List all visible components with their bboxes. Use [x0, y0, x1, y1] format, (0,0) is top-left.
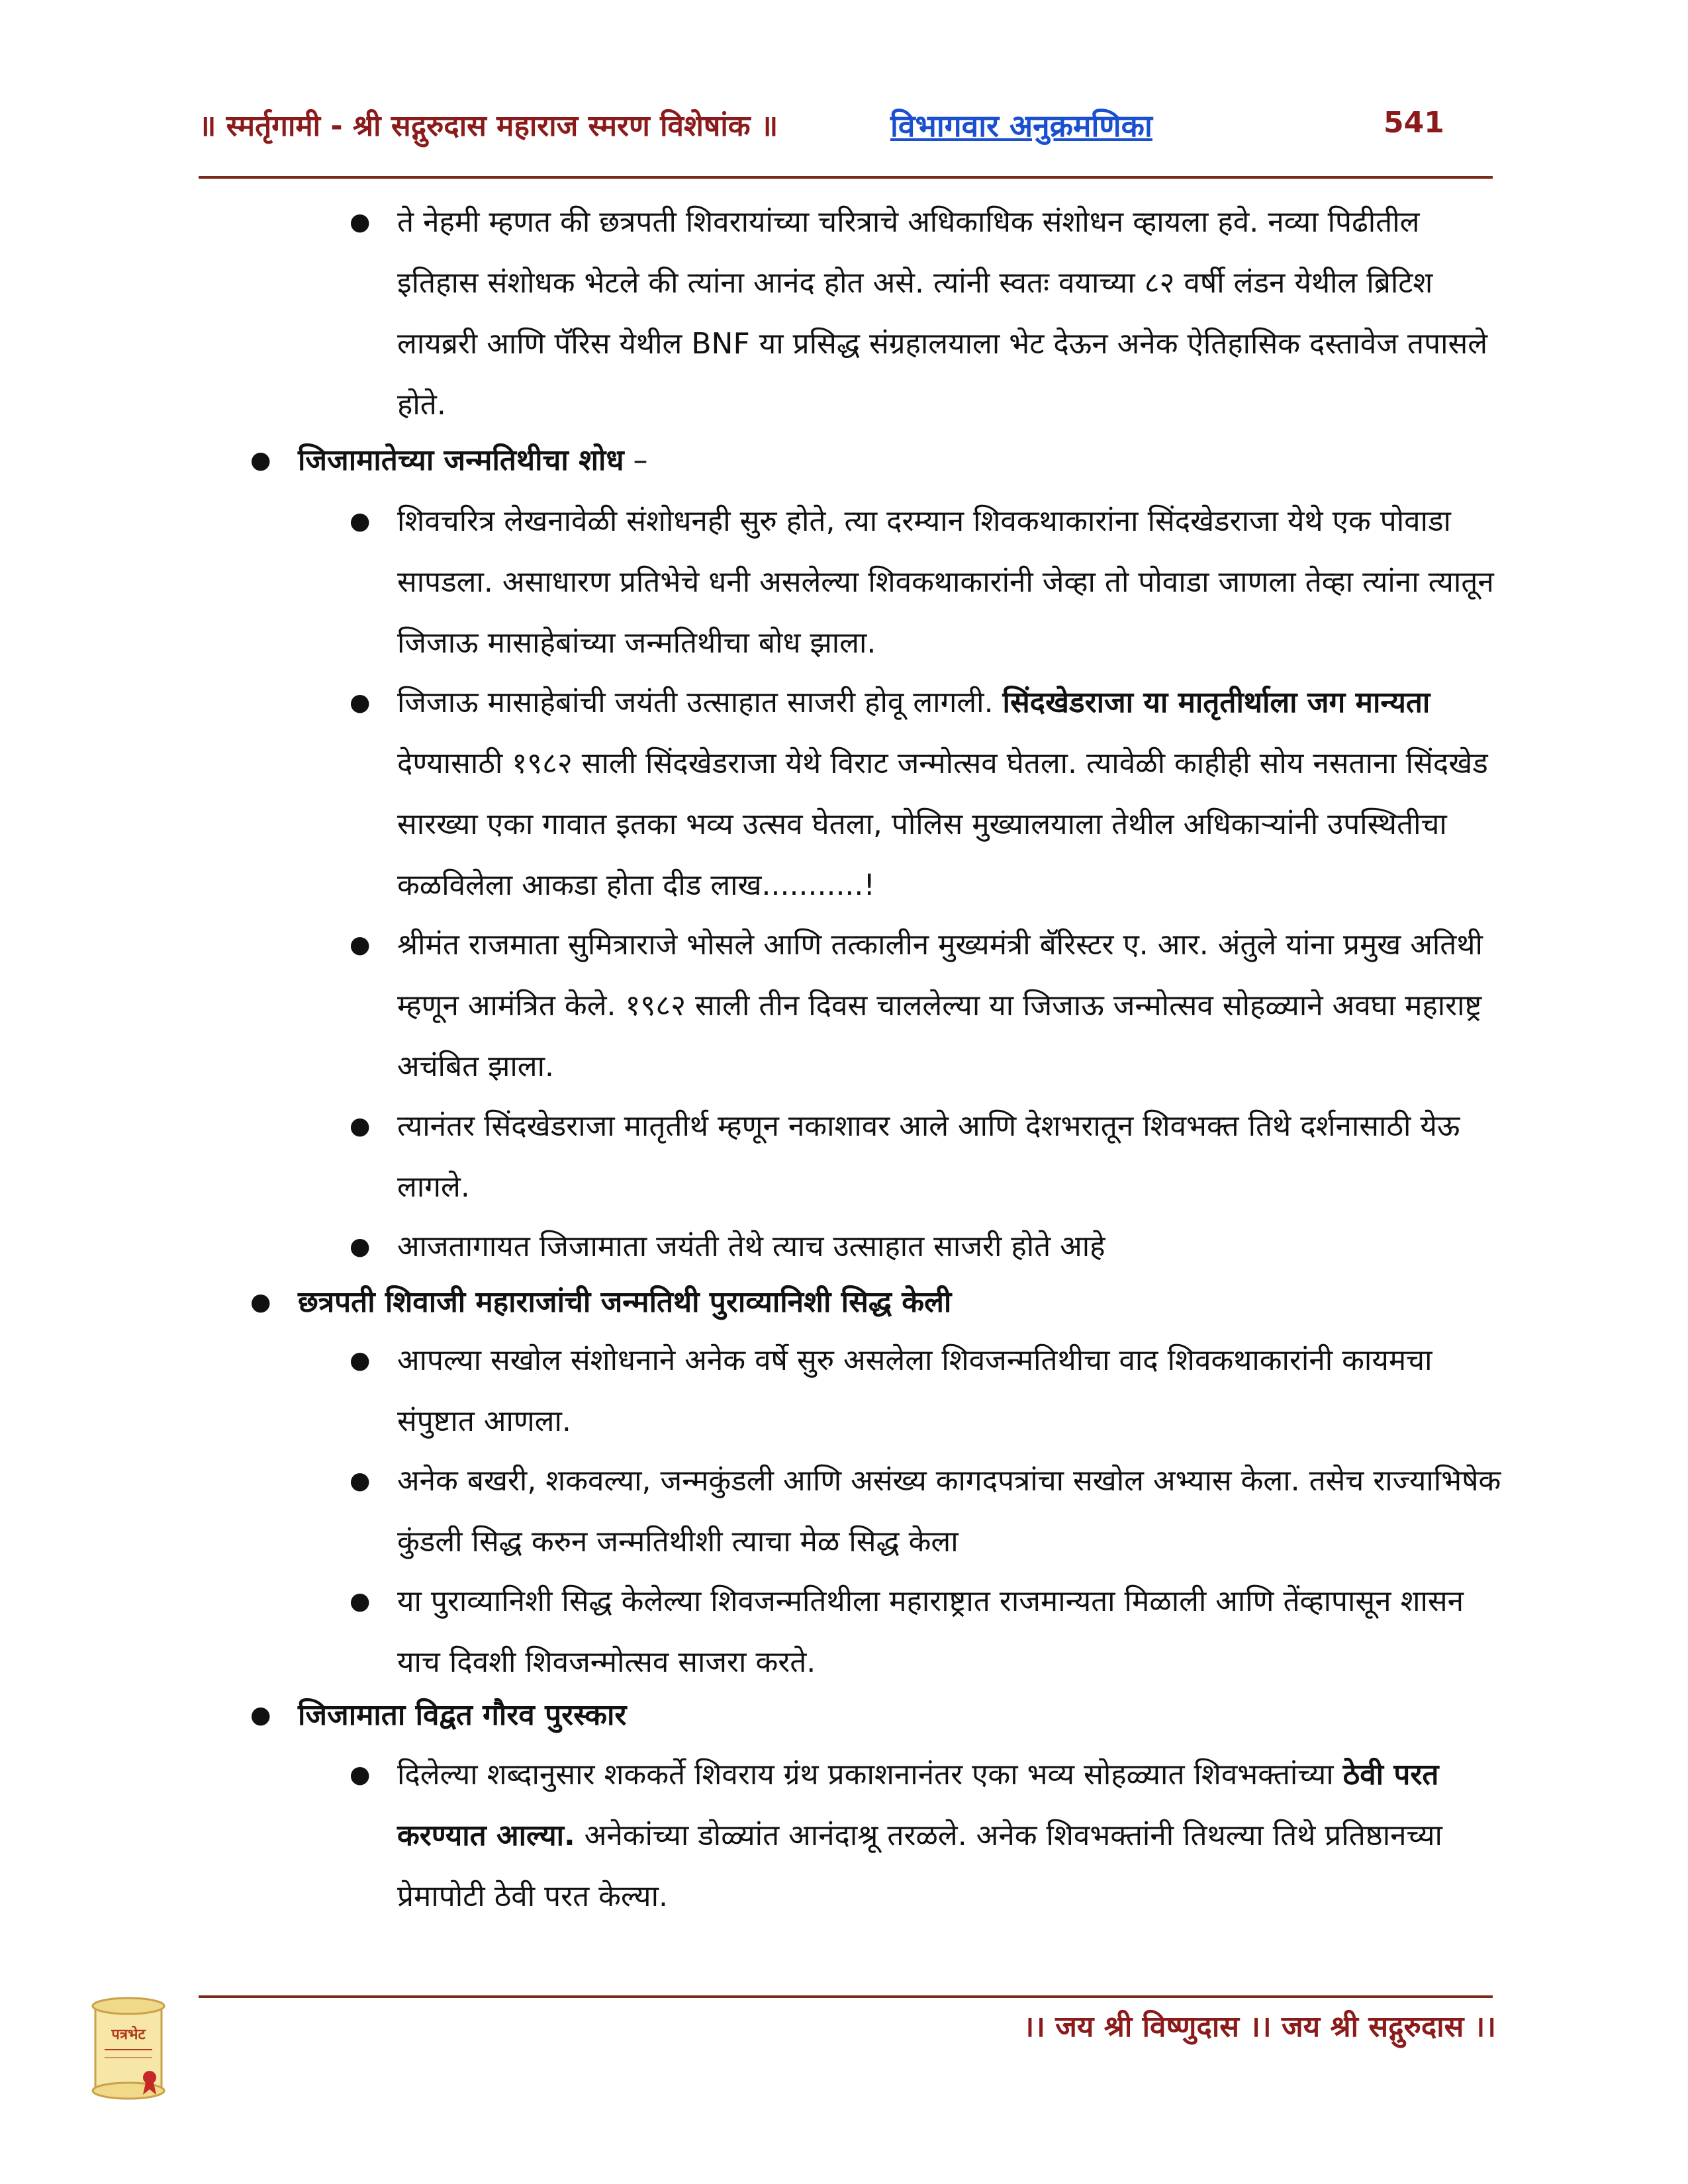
bullet-dot-icon: ● — [350, 208, 371, 236]
list-item: ● दिलेल्या शब्दानुसार शककर्ते शिवराय ग्रंथ प्रकाशनानंतर एका भव्य सोहळ्यात शिवभक्तांच्या ठेवी परत करण्यात आल्या. अनेकांच्या डोळ्यांत आनंदाश्रू तरळले. अनेक शिवभक्तांनी तिथल्या तिथे प्रतिष्ठानच्या प्रेमापोटी ठेवी परत केल्या. — [397, 1745, 1509, 1927]
header-divider — [199, 176, 1493, 179]
list-item: ● त्यानंतर सिंदखेडराजा मातृतीर्थ म्हणून नकाशावर आले आणि देशभरातून शिवभक्त तिथे दर्शनासाठी येऊ लागले. — [397, 1096, 1509, 1218]
bullet-dot-icon: ● — [250, 1289, 271, 1316]
footer-divider — [199, 1995, 1493, 1998]
bullet-dot-icon: ● — [350, 508, 371, 535]
section-index-link[interactable]: विभागवार अनुक्रमणिका — [890, 108, 1152, 144]
page-header — [199, 99, 1489, 152]
bullet-dot-icon: ● — [350, 1761, 371, 1788]
section-heading: ● जिजामाता विद्वत गौरव पुरस्कार — [298, 1685, 1489, 1746]
list-item: ● अनेक बखरी, शकवल्या, जन्मकुंडली आणि असंख्य कागदपत्रांचा सखोल अभ्यास केला. तसेच राज्याभिषेक कुंडली सिद्ध करुन जन्मतिथीशी त्याचा मेळ सिद्ध केला — [397, 1451, 1509, 1572]
bullet-dot-icon: ● — [350, 1113, 371, 1140]
list-item: ● या पुराव्यानिशी सिद्ध केलेल्या शिवजन्मतिथीला महाराष्ट्रात राजमान्यता मिळाली आणि तेंव्हापासून शासन याच दिवशी शिवजन्मोत्सव साजरा करते. — [397, 1571, 1509, 1693]
bullet-dot-icon: ● — [350, 689, 371, 716]
bullet-dot-icon: ● — [350, 1347, 371, 1374]
list-item: ● जिजाऊ मासाहेबांची जयंती उत्साहात साजरी होवू लागली. सिंदखेडराजा या मातृतीर्थाला जग मान्यता देण्यासाठी १९८२ साली सिंदखेडराजा येथे विराट जन्मोत्सव घेतला. त्यावेळी काहीही सोय नसताना सिंदखेड सारख्या एका गावात इतका भव्य उत्सव घेतला, पोलिस मुख्यालयाला तेथील अधिकाऱ्यांनी उपस्थितीचा कळविलेला आकडा होता दीड लाख...........! — [397, 672, 1509, 916]
footer-blessing: ।। जय श्री विष्णुदास ।। जय श्री सद्गुरुदास ।। — [1023, 2010, 1496, 2044]
bullet-dot-icon: ● — [350, 1588, 371, 1615]
svg-text:पत्रभेट: पत्रभेट — [111, 2026, 146, 2043]
bullet-dot-icon: ● — [250, 447, 271, 474]
bullet-dot-icon: ● — [350, 1467, 371, 1494]
bullet-dot-icon: ● — [350, 1233, 371, 1260]
list-item: ● ते नेहमी म्हणत की छत्रपती शिवरायांच्या चरित्राचे अधिकाधिक संशोधन व्हायला हवे. नव्या पिढीतील इतिहास संशोधक भेटले की त्यांना आनंद होत असे. त्यांनी स्वतः वयाच्या ८२ वर्षी लंडन येथील ब्रिटिश लायब्ररी आणि पॅरिस येथील BNF या प्रसिद्ध संग्रहालयाला भेट देऊन अनेक ऐतिहासिक दस्तावेज तपासले होते. — [397, 192, 1509, 435]
page-number: 541 — [1383, 106, 1444, 140]
list-item: ● श्रीमंत राजमाता सुमित्राराजे भोसले आणि तत्कालीन मुख्यमंत्री बॅरिस्टर ए. आर. अंतुले यांना प्रमुख अतिथी म्हणून आमंत्रित केले. १९८२ साली तीन दिवस चाललेल्या या जिजाऊ जन्मोत्सव सोहळ्याने अवघा महाराष्ट्र अचंबित झाला. — [397, 915, 1509, 1097]
bullet-dot-icon: ● — [350, 931, 371, 958]
bullet-dot-icon: ● — [250, 1702, 271, 1729]
section-heading: ● छत्रपती शिवाजी महाराजांची जन्मतिथी पुराव्यानिशी सिद्ध केली — [298, 1272, 1489, 1333]
list-item: ● आपल्या सखोल संशोधनाने अनेक वर्षे सुरु असलेला शिवजन्मतिथीचा वाद शिवकथाकारांनी कायमचा संपुष्टात आणला. — [397, 1330, 1509, 1452]
section-heading: ● जिजामातेच्या जन्मतिथीचा शोध – — [298, 430, 1489, 491]
list-item: ● आजतागायत जिजामाता जयंती तेथे त्याच उत्साहात साजरी होते आहे — [397, 1216, 1509, 1277]
scroll-logo-icon — [86, 1995, 172, 2101]
publication-title: ॥ स्मर्तृगामी - श्री सद्गुरुदास महाराज स्मरण विशेषांक ॥ — [199, 109, 778, 143]
list-item: ● शिवचरित्र लेखनावेळी संशोधनही सुरु होते, त्या दरम्यान शिवकथाकारांना सिंदखेडराजा येथे एक पोवाडा सापडला. असाधारण प्रतिभेचे धनी असलेल्या शिवकथाकारांनी जेव्हा तो पोवाडा जाणला तेव्हा त्यांना त्यातून जिजाऊ मासाहेबांच्या जन्मतिथीचा बोध झाला. — [397, 491, 1509, 674]
